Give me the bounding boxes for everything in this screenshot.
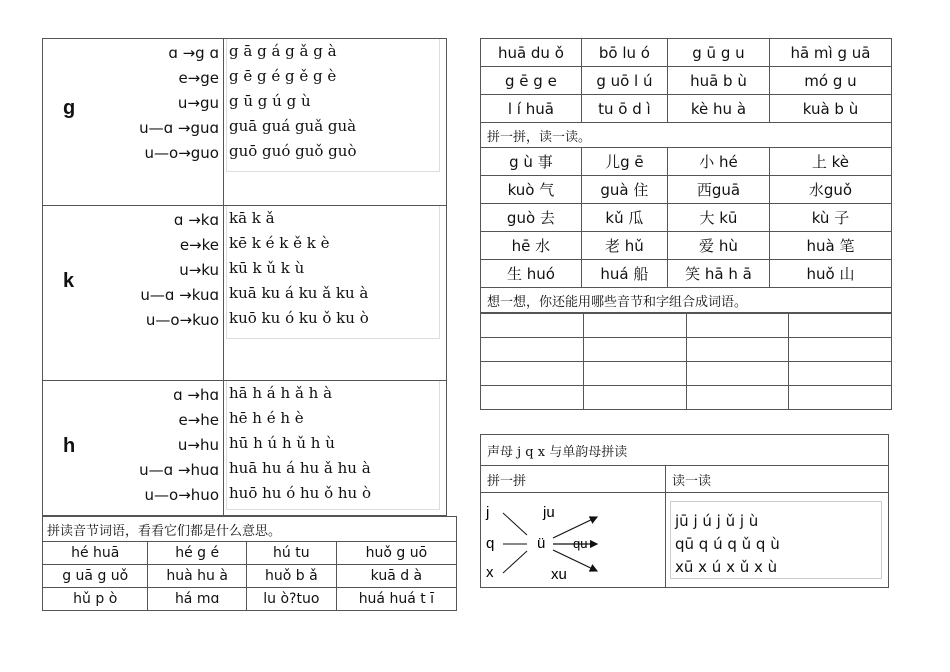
word-row: hé huā hé g é hú tu huǒ g uō (43, 542, 457, 565)
connector-line (503, 513, 527, 535)
pinyin-row: 生 huó huá 船 笑 hā h ā huǒ 山 (481, 260, 892, 288)
think-heading: 想一想，你还能用哪些音节和字组合成词语。 (481, 288, 892, 313)
syllables-g: g ā g á g ǎ g à g ē g é g ě g è g ū g ú g ù guā guá guǎ guà guō guó guǒ guò (226, 39, 440, 172)
jqx-section (480, 434, 889, 588)
section-g (43, 39, 447, 206)
arrow-icon (553, 517, 597, 538)
pinyin-row: g ù 事 儿g ē 小 hé 上 kè (481, 148, 892, 176)
gkh-practice-panel (42, 38, 457, 611)
initial-j: j (486, 504, 490, 521)
word-practice-panel (480, 38, 892, 410)
jqx-col2-label: 读一读 (666, 466, 889, 493)
initial-h: h (63, 435, 76, 457)
jqx-col1-label: 拼一拼 (481, 466, 666, 493)
pinyin-row: guò 去 kǔ 瓜 大 kū kù 子 (481, 204, 892, 232)
result-qu: qu (573, 536, 588, 551)
word-row: hǔ p ò há mɑ lu ò?tuo huá huá t ī (43, 588, 457, 611)
rules-k: ɑ →kɑ e→ke u→ku u—ɑ →kuɑ u—o→kuo (140, 211, 219, 329)
reading-box: jū j ú j ǔ j ù qū q ú q ǔ q ù xū x ú x ǔ x ù (670, 501, 882, 579)
left-words-heading: 拼读音节词语，看看它们都是什么意思。 (43, 517, 457, 542)
result-xu: xu (551, 566, 567, 583)
word-row: l í huā tu ō d ì kè hu à kuà b ù (481, 95, 892, 123)
syllables-k: kā k ǎ kē k é k ě k è kū k ǔ k ù kuā ku á ku ǎ ku à kuō ku ó ku ǒ ku ò (226, 206, 440, 339)
syllables-h: hā h á h ǎ h à hē h é h è hū h ú h ǔ h ù huā hu á hu ǎ hu à huō hu ó hu ǒ hu ò (226, 381, 440, 510)
rules-g: ɑ →g ɑ e→ge u→gu u—ɑ →guɑ u—o→guo (139, 44, 219, 162)
initial-q: q (486, 535, 495, 552)
rules-h: ɑ →hɑ e→he u→hu u—ɑ →huɑ u—o→huo (139, 386, 219, 504)
pinyin-heading: 拼一拼，读一读。 (481, 123, 892, 148)
initial-x: x (486, 564, 494, 581)
jqx-title: 声母 j q x 与单韵母拼读 (481, 435, 889, 466)
initial-g: g (63, 97, 76, 119)
result-ju: ju (543, 504, 555, 521)
initial-k: k (63, 270, 75, 292)
section-h (43, 381, 447, 516)
word-row: g ē g e g uō l ú huā b ù mó g u (481, 67, 892, 95)
spelling-diagram (481, 493, 659, 587)
section-k (43, 206, 447, 381)
connector-line (503, 551, 527, 573)
blank-writing-grid (480, 313, 892, 410)
word-row: huā du ǒ bō lu ó g ū g u hā mì g uā (481, 39, 892, 67)
pinyin-row: hē 水 老 hǔ 爱 hù huà 笔 (481, 232, 892, 260)
vowel-u-umlaut: ü (537, 535, 546, 552)
pinyin-row: kuò 气 guà 住 西guā 水guǒ (481, 176, 892, 204)
word-row: g uā g uǒ huà hu à huǒ b ǎ kuā d à (43, 565, 457, 588)
